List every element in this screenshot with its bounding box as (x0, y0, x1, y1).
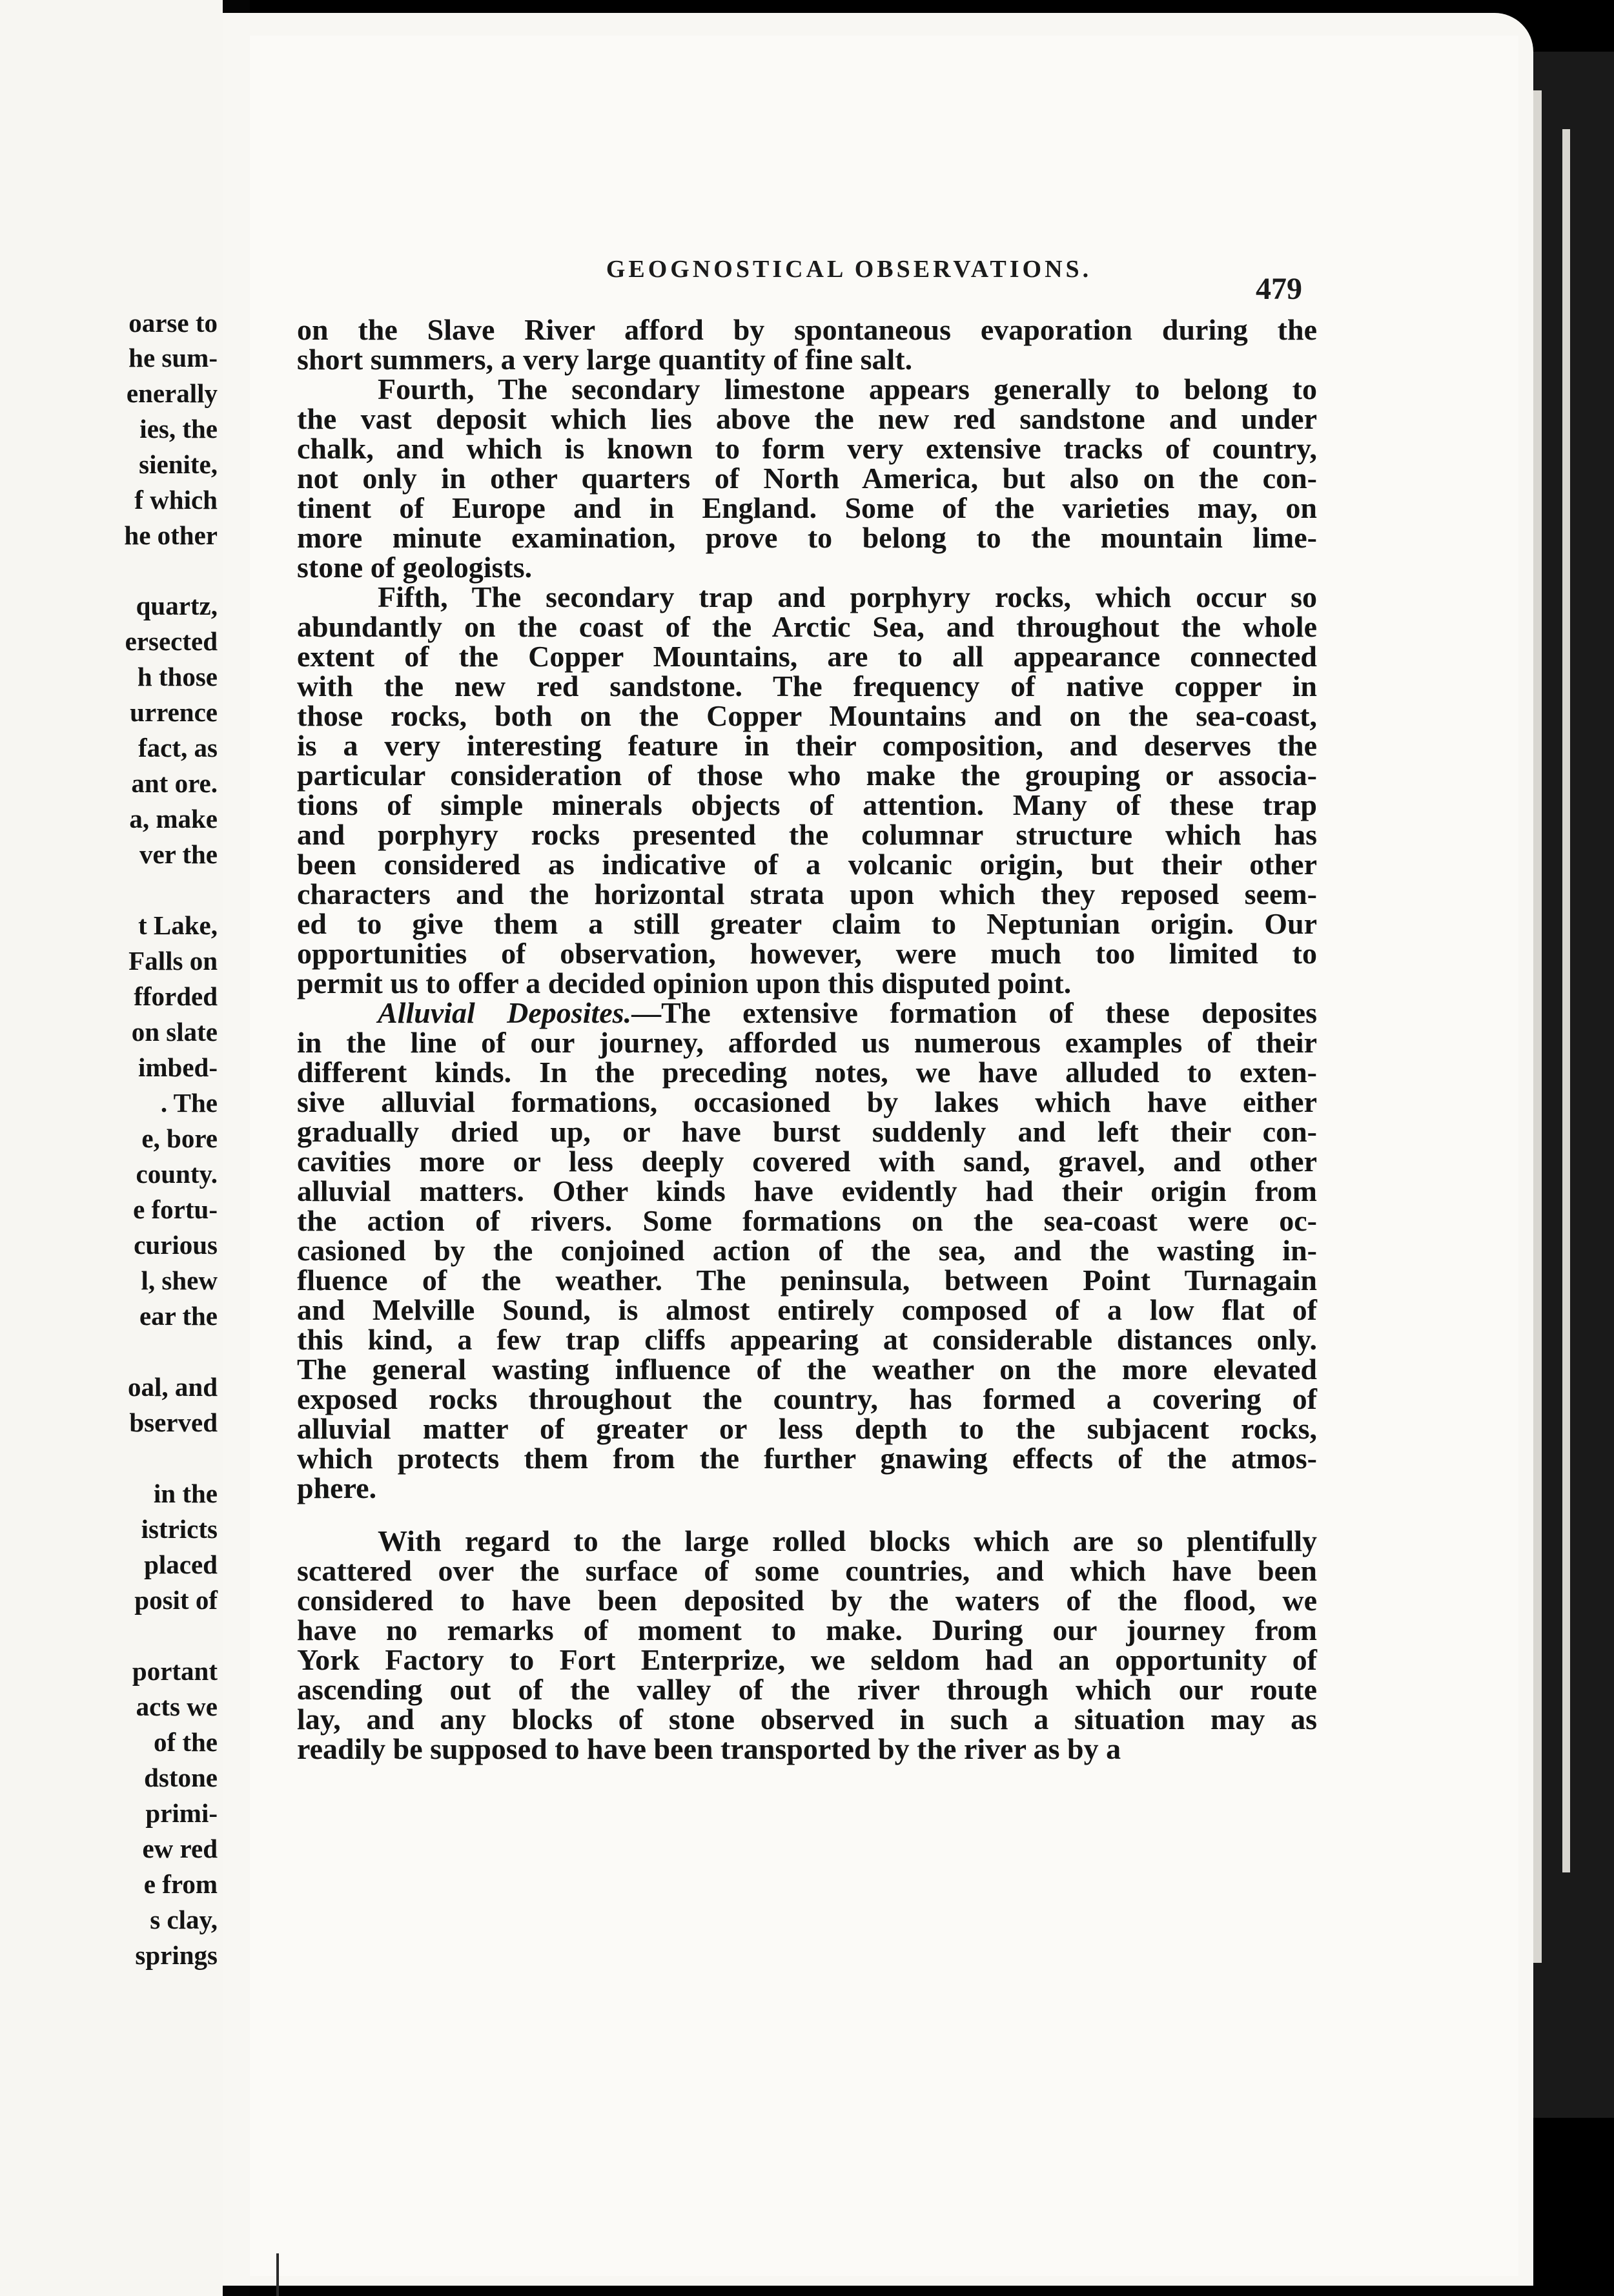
left-page-line-fragment: ew red (142, 1834, 218, 1863)
text-line: on the Slave River afford by spontaneous evaporation during the (297, 313, 1317, 346)
left-page-line-fragment: ersected (125, 626, 218, 656)
text-line: alluvial matter of greater or less depth to the subjacent rocks, (297, 1412, 1317, 1445)
text-line: ascending out of the valley of the river through which our route (297, 1673, 1317, 1706)
text-line: this kind, a few trap cliffs appearing at considerable distances only. (297, 1323, 1317, 1356)
left-page-line-fragment: fforded (134, 981, 218, 1011)
left-page-line-fragment: ant ore. (131, 768, 218, 798)
text-line: extent of the Copper Mountains, are to all appearance connected (297, 640, 1317, 673)
left-page-line-fragment: e, bore (141, 1123, 218, 1153)
text-line: and porphyry rocks presented the columnar structure which has (297, 818, 1317, 851)
paragraph (297, 998, 1317, 1503)
text-line: cavities more or less deeply covered with sand, gravel, and other (297, 1145, 1317, 1178)
text-line: different kinds. In the preceding notes, we have alluded to exten- (297, 1056, 1317, 1089)
text-line: scattered over the surface of some countries, and which have been (297, 1554, 1317, 1587)
text-line: permit us to offer a decided opinion upon this disputed point. (297, 967, 1072, 999)
left-page-line-fragment: placed (144, 1550, 218, 1579)
text-line: particular consideration of those who make the grouping or associa- (297, 759, 1317, 792)
left-page-line-fragment: fact, as (138, 733, 218, 763)
text-line: been considered as indicative of a volcanic origin, but their other (297, 848, 1317, 881)
text-line: considered to have been deposited by the waters of the flood, we (297, 1584, 1317, 1617)
left-page-line-fragment: l, shew (141, 1266, 218, 1295)
left-facing-page (0, 0, 223, 2296)
text-line: opportunities of observation, however, were much too limited to (297, 937, 1317, 970)
text-line: phere. (297, 1471, 377, 1504)
text-line: not only in other quarters of North America, but also on the con- (297, 462, 1317, 495)
text-line: exposed rocks throughout the country, has formed a covering of (297, 1382, 1317, 1415)
left-page-line-fragment: istricts (141, 1514, 218, 1544)
text-line: short summers, a very large quantity of fine salt. (297, 343, 913, 376)
text-line: chalk, and which is known to form very extensive tracks of country, (297, 432, 1317, 465)
left-page-line-fragment: primi- (145, 1798, 218, 1828)
section-lead-text: —The extensive formation of these deposites (631, 996, 1317, 1029)
left-page-line-fragment: ear the (139, 1301, 218, 1331)
text-line: With regard to the large rolled blocks which are so plentifully (378, 1524, 1317, 1557)
left-page-line-fragment: he other (124, 520, 218, 550)
left-page-line-fragment: ies, the (139, 414, 218, 444)
text-line: tions of simple minerals objects of attention. Many of these trap (297, 788, 1317, 821)
text-line: ed to give them a still greater claim to Neptunian origin. Our (297, 907, 1317, 940)
paragraph (297, 582, 1317, 998)
text-line: readily be supposed to have been transported by the river as by a (297, 1732, 1121, 1765)
text-line: Fifth, The secondary trap and porphyry rocks, which occur so (378, 580, 1317, 613)
left-page-line-fragment: a, make (129, 804, 218, 834)
left-page-line-fragment: oarse to (128, 308, 218, 338)
left-page-line-fragment: f which (134, 485, 218, 515)
text-line: which protects them from the further gnawing effects of the atmos- (297, 1442, 1317, 1475)
left-page-line-fragment: quartz, (136, 591, 218, 620)
text-line: the action of rivers. Some formations on the sea-coast were oc- (297, 1204, 1317, 1237)
text-line: fluence of the weather. The peninsula, between Point Turnagain (297, 1264, 1317, 1297)
left-page-line-fragment: . The (160, 1088, 218, 1118)
text-line: The general wasting influence of the weather on the more elevated (297, 1353, 1317, 1386)
left-page-line-fragment: he sum- (128, 343, 218, 373)
left-page-line-fragment: sienite, (139, 449, 218, 479)
left-page-line-fragment: in the (153, 1479, 218, 1508)
left-page-line-fragment: urrence (130, 697, 218, 727)
scan-mark (276, 2253, 279, 2296)
left-page-line-fragment: curious (134, 1230, 218, 1260)
left-page-line-fragment: on slate (131, 1017, 218, 1047)
text-line: stone of geologists. (297, 551, 533, 584)
left-page-line-fragment: enerally (126, 378, 218, 408)
left-page-line-fragment: ver the (139, 839, 218, 869)
text-line: with the new red sandstone. The frequency of native copper in (297, 670, 1317, 702)
text-line: abundantly on the coast of the Arctic Sea, and throughout the whole (297, 610, 1317, 643)
text-line: sive alluvial formations, occasioned by lakes which have either (297, 1085, 1317, 1118)
left-page-line-fragment: acts we (136, 1692, 218, 1721)
section-heading: Alluvial Deposites. (378, 996, 632, 1029)
left-page-line-fragment: h those (137, 662, 218, 692)
left-page-line-fragment: posit of (134, 1585, 218, 1615)
text-line (297, 998, 1317, 1028)
text-line: is a very interesting feature in their composition, and deserves the (297, 729, 1317, 762)
left-page-line-fragment: e fortu- (133, 1194, 218, 1224)
text-line: York Factory to Fort Enterprize, we seldom had an opportunity of (297, 1643, 1317, 1676)
page-number: 479 (1256, 272, 1302, 306)
text-line: those rocks, both on the Copper Mountains and on the sea-coast, (297, 699, 1317, 732)
left-page-line-fragment: s clay, (150, 1905, 218, 1934)
left-page-line-fragment: e from (143, 1869, 218, 1899)
text-line: the vast deposit which lies above the new red sandstone and under (297, 402, 1317, 435)
body-text (297, 315, 1317, 1764)
text-line: lay, and any blocks of stone observed in such a situation may as (297, 1703, 1317, 1736)
paragraph (297, 315, 1317, 374)
running-head: GEOGNOSTICAL OBSERVATIONS. (606, 256, 1092, 283)
left-page-line-fragment: county. (136, 1159, 218, 1189)
left-page-line-fragment: of the (153, 1727, 218, 1757)
text-line: tinent of Europe and in England. Some of the varieties may, on (297, 491, 1317, 524)
paragraph (297, 1526, 1317, 1764)
text-line: casioned by the conjoined action of the sea, and the wasting in- (297, 1234, 1317, 1267)
text-line: alluvial matters. Other kinds have evidently had their origin from (297, 1174, 1317, 1207)
text-line: Fourth, The secondary limestone appears generally to belong to (378, 373, 1317, 405)
paragraph (297, 374, 1317, 582)
text-line: characters and the horizontal strata upon which they reposed seem- (297, 877, 1317, 910)
left-page-line-fragment: springs (135, 1940, 218, 1970)
left-page-line-fragment: Falls on (128, 946, 218, 976)
text-line: in the line of our journey, afforded us numerous examples of their (297, 1026, 1317, 1059)
text-line: gradually dried up, or have burst suddenly and left their con- (297, 1115, 1317, 1148)
left-page-line-fragment: t Lake, (138, 910, 218, 940)
left-page-line-fragment: imbed- (138, 1052, 218, 1082)
text-line: have no remarks of moment to make. During our journey from (297, 1614, 1317, 1646)
page-edge-strip (1562, 129, 1570, 1872)
left-page-line-fragment: oal, and (128, 1372, 218, 1402)
left-page-line-fragment: portant (132, 1656, 218, 1686)
left-page-line-fragment: dstone (144, 1763, 218, 1792)
text-line: and Melville Sound, is almost entirely composed of a low flat of (297, 1293, 1317, 1326)
text-line: more minute examination, prove to belong to the mountain lime- (297, 521, 1317, 554)
left-page-line-fragment: bserved (129, 1408, 218, 1437)
